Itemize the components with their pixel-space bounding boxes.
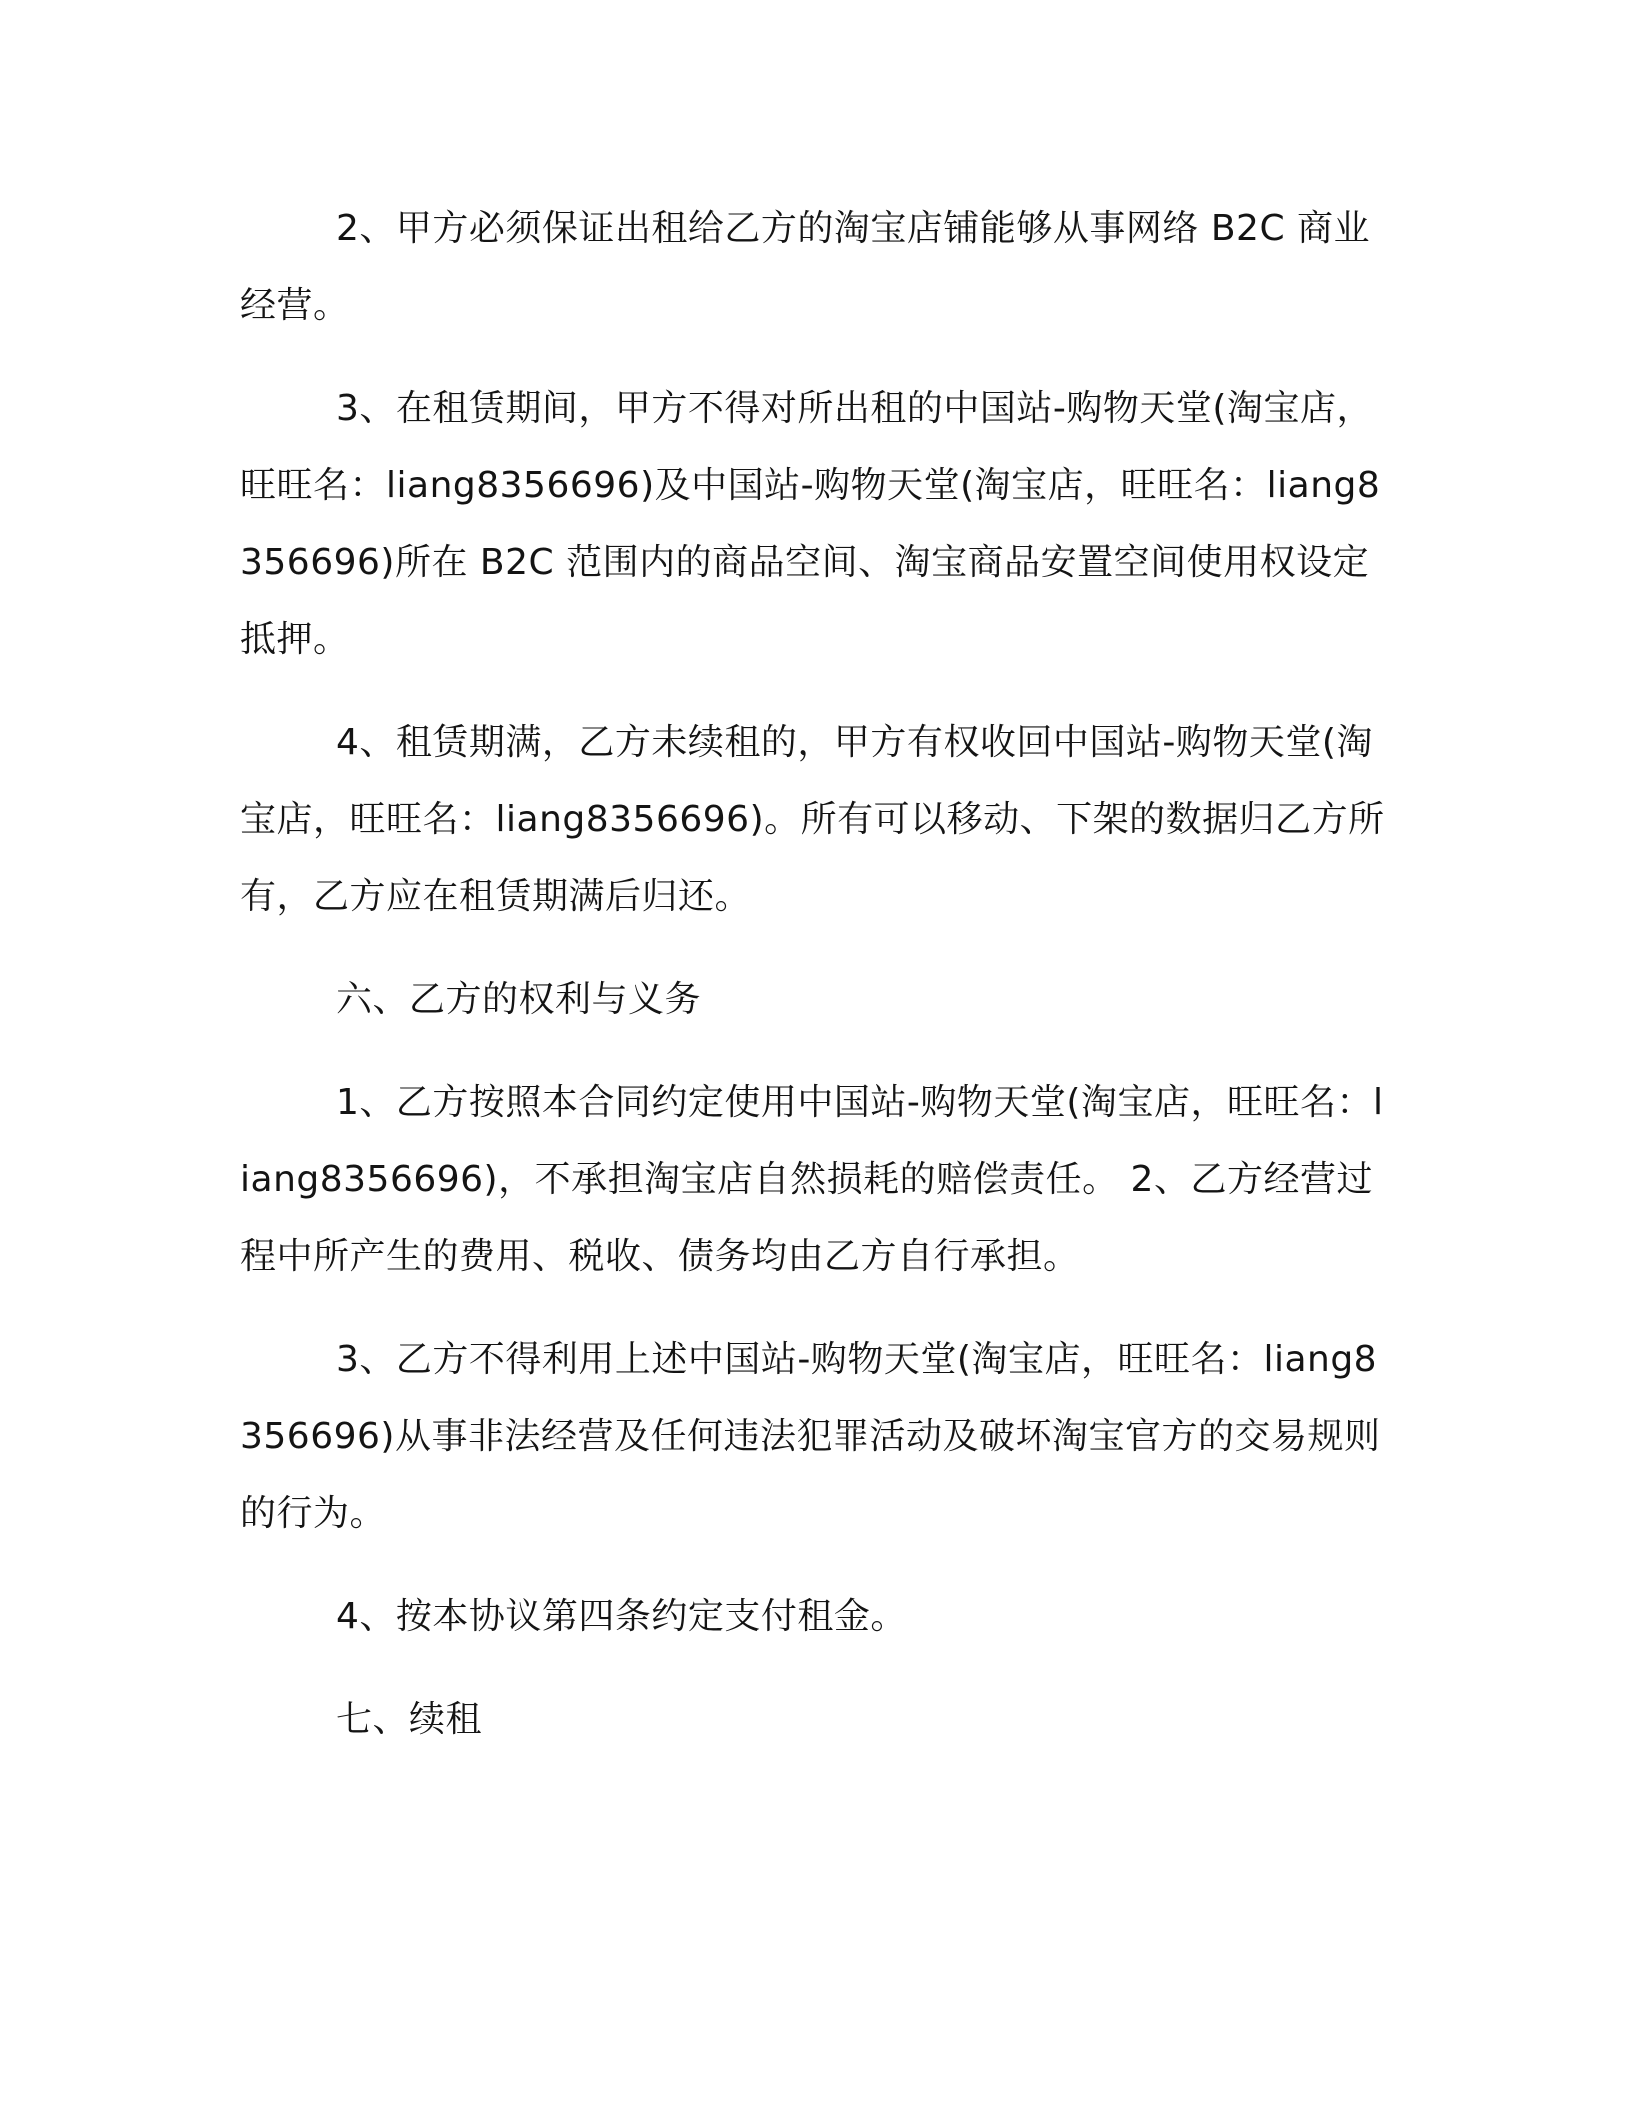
section-6-clause-1-2: 1、乙方按照本合同约定使用中国站-购物天堂(淘宝店，旺旺名：liang8356696)，不承担淘宝店自然损耗的赔偿责任。 2、乙方经营过程中所产生的费用、税收、债务均由乙方自行承担。 xyxy=(240,1082,1384,1277)
clause-4: 4、租赁期满，乙方未续租的，甲方有权收回中国站-购物天堂(淘宝店，旺旺名：liang8356696)。所有可以移动、下架的数据归乙方所有，乙方应在租赁期满后归还。 xyxy=(240,722,1385,917)
clause-3: 3、在租赁期间，甲方不得对所出租的中国站-购物天堂(淘宝店，旺旺名：liang8356696)及中国站-购物天堂(淘宝店，旺旺名：liang8356696)所在 B2C 范围内的商品空间、淘宝商品安置空间使用权设定抵押。 xyxy=(240,388,1381,660)
document-body xyxy=(240,190,1390,1784)
section-6-clause-3: 3、乙方不得利用上述中国站-购物天堂(淘宝店，旺旺名：liang8356696)从事非法经营及任何违法犯罪活动及破坏淘宝官方的交易规则的行为。 xyxy=(240,1339,1381,1534)
section-heading-7: 七、续租 xyxy=(336,1699,483,1740)
section-6-clause-4: 4、按本协议第四条约定支付租金。 xyxy=(336,1596,907,1637)
clause-2: 2、甲方必须保证出租给乙方的淘宝店铺能够从事网络 B2C 商业经营。 xyxy=(240,208,1371,326)
section-heading-6: 六、乙方的权利与义务 xyxy=(336,979,702,1020)
